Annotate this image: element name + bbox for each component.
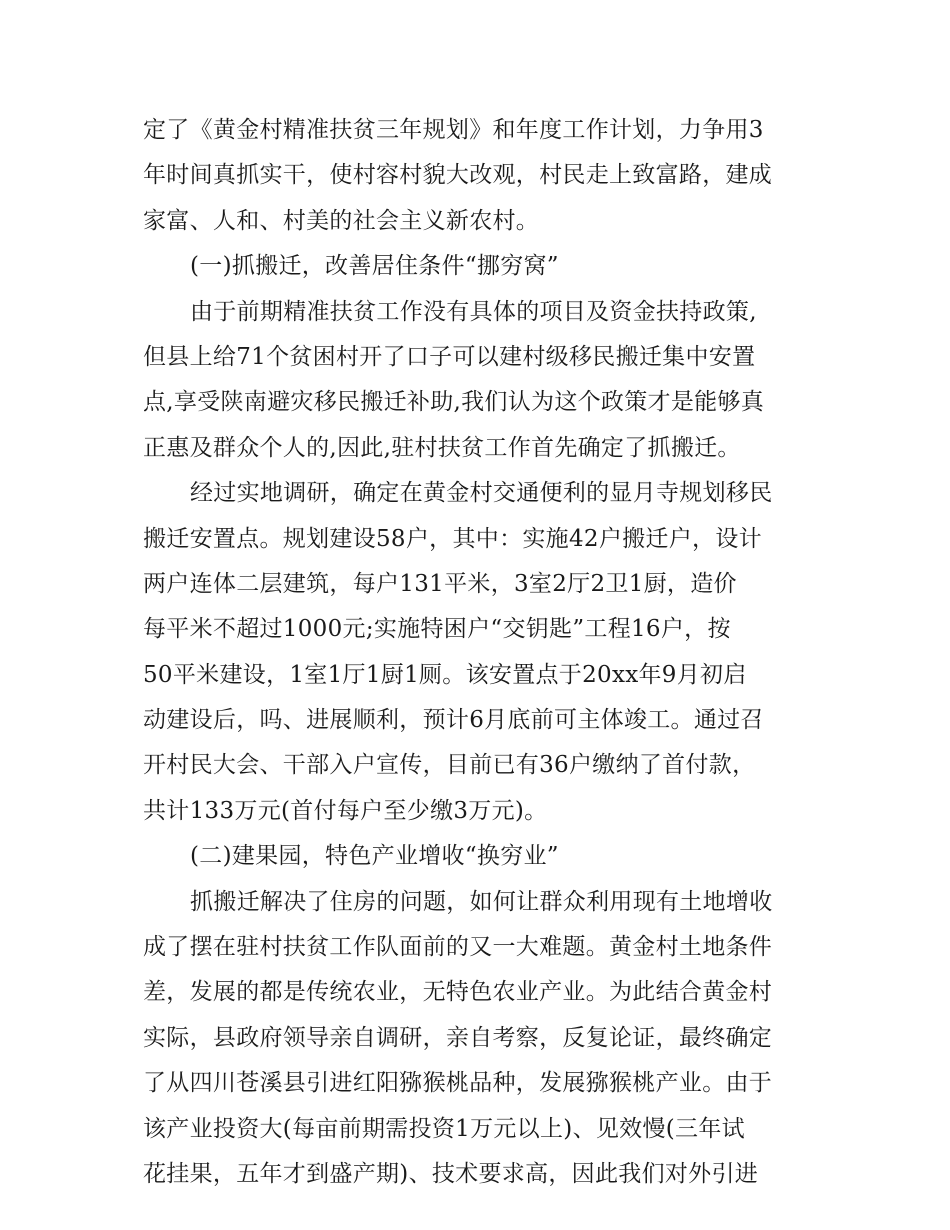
text-line: 年时间真抓实干，使村容村貌大改观，村民走上致富路，建成 bbox=[143, 162, 773, 189]
text-line: 实际，县政府领导亲自调研，亲自考察，反复论证，最终确定 bbox=[143, 1024, 773, 1051]
text-line: 50平米建设，1室1厅1厨1厕。该安置点于20xx年9月初启 bbox=[143, 661, 747, 688]
text-line: 家富、人和、村美的社会主义新农村。 bbox=[143, 207, 540, 234]
text-line: 成了摆在驻村扶贫工作队面前的又一大难题。黄金村土地条件 bbox=[143, 934, 773, 961]
text-line: 但县上给71个贫困村开了口子可以建村级移民搬迁集中安置 bbox=[143, 343, 756, 370]
text-line: 差，发展的都是传统农业，无特色农业产业。为此结合黄金村 bbox=[143, 979, 773, 1006]
text-line: 开村民大会、干部入户宣传，目前已有36户缴纳了首付款， bbox=[143, 752, 756, 779]
text-line: 搬迁安置点。规划建设58户，其中：实施42户搬迁户，设计 bbox=[143, 525, 762, 552]
paragraph-first-line: (二)建果园，特色产业增收“换穷业” bbox=[190, 843, 559, 870]
text-line: 了从四川苍溪县引进红阳猕猴桃品种，发展猕猴桃产业。由于 bbox=[143, 1070, 773, 1097]
text-line: 正惠及群众个人的,因此,驻村扶贫工作首先确定了抓搬迁。 bbox=[143, 434, 741, 461]
text-line: 定了《黄金村精准扶贫三年规划》和年度工作计划，力争用3 bbox=[143, 117, 764, 143]
paragraph-first-line: 抓搬迁解决了住房的问题，如何让群众利用现有土地增收 bbox=[190, 888, 773, 915]
paragraph-first-line: (一)抓搬迁，改善居住条件“挪穷窝” bbox=[190, 253, 559, 280]
paragraph-first-line: 经过实地调研，确定在黄金村交通便利的显月寺规划移民 bbox=[190, 480, 773, 507]
text-line: 花挂果，五年才到盛产期)、技术要求高，因此我们对外引进 bbox=[143, 1160, 759, 1187]
text-line: 该产业投资大(每亩前期需投资1万元以上)、见效慢(三年试 bbox=[143, 1115, 745, 1142]
document-body bbox=[143, 108, 815, 1197]
text-line: 动建设后，吗、进展顺利，预计6月底前可主体竣工。通过召 bbox=[143, 707, 764, 734]
text-line: 共计133万元(首付每户至少缴3万元)。 bbox=[143, 797, 548, 824]
text-line: 两户连体二层建筑，每户131平米，3室2厅2卫1厨，造价 bbox=[143, 570, 737, 597]
text-line: 点,享受陕南避灾移民搬迁补助,我们认为这个政策才是能够真 bbox=[143, 389, 765, 416]
text-line: 每平米不超过1000元;实施特困户“交钥匙”工程16户，按 bbox=[143, 616, 731, 643]
paragraph-first-line: 由于前期精准扶贫工作没有具体的项目及资金扶持政策, bbox=[190, 298, 757, 325]
